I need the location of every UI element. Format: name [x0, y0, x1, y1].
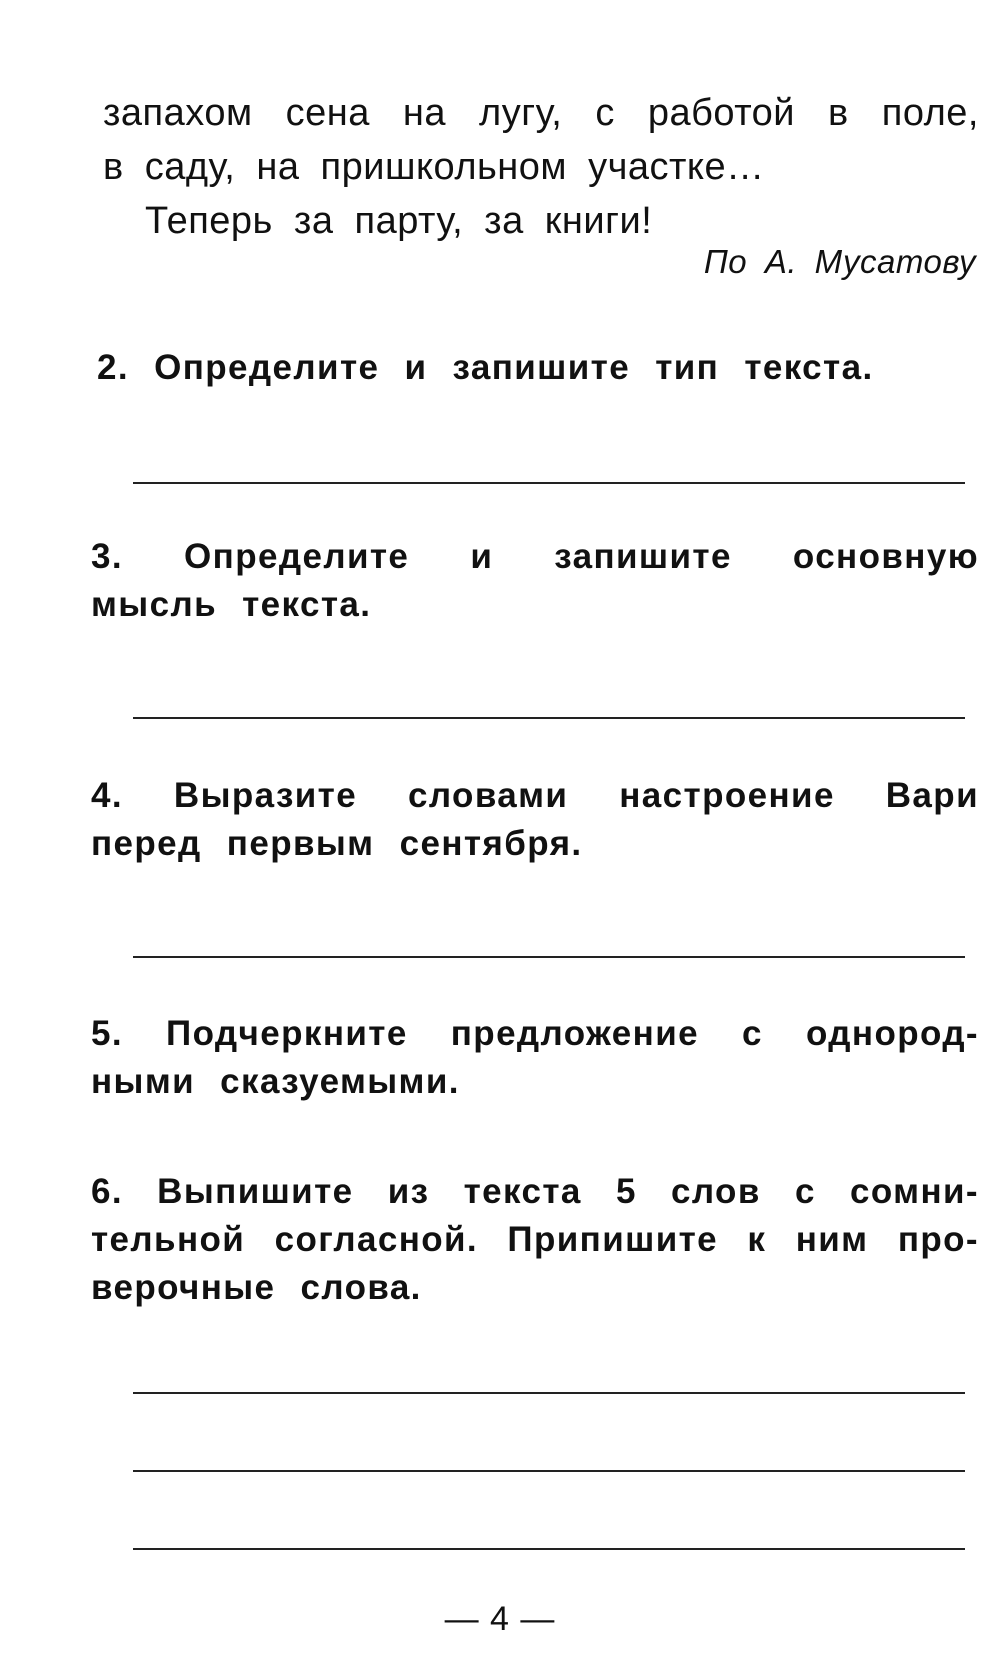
task-3-line-2: мысль текста.: [91, 585, 372, 624]
page-number: — 4 —: [444, 1600, 556, 1638]
task-4-line-2: перед первым сентября.: [91, 824, 583, 863]
passage-line-3: Теперь за парту, за книги!: [145, 200, 653, 242]
answer-line-task-3[interactable]: [133, 717, 965, 719]
passage-author: По А. Мусатову: [703, 243, 976, 280]
passage-line-1: запахом сена на лугу, с работой в поле,: [103, 92, 979, 134]
task-4-line-1: 4. Выразите словами настроение Вари: [91, 776, 979, 815]
passage-line-2: в саду, на пришкольном участке…: [103, 146, 765, 188]
task-6-line-2: тельной согласной. Припишите к ним про-: [91, 1220, 979, 1259]
task-6: [91, 1168, 979, 1312]
answer-line-task-4[interactable]: [133, 956, 965, 958]
task-6-line-1: 6. Выпишите из текста 5 слов с сомни-: [91, 1172, 979, 1211]
task-3-line-1: 3. Определите и запишите основную: [91, 537, 979, 576]
answer-line-task-6-2[interactable]: [133, 1470, 965, 1472]
answer-line-task-2[interactable]: [133, 482, 965, 484]
task-6-line-3: верочные слова.: [91, 1268, 422, 1307]
task-5-line-2: ными сказуемыми.: [91, 1062, 460, 1101]
task-5-line-1: 5. Подчеркните предложение с однород-: [91, 1014, 979, 1053]
task-4: [91, 772, 979, 868]
answer-line-task-6-3[interactable]: [133, 1548, 965, 1550]
task-2-line-1: 2. Определите и запишите тип текста.: [97, 348, 874, 387]
task-5: [91, 1010, 979, 1106]
task-2: [97, 344, 985, 392]
answer-line-task-6-1[interactable]: [133, 1392, 965, 1394]
task-3: [91, 533, 979, 629]
